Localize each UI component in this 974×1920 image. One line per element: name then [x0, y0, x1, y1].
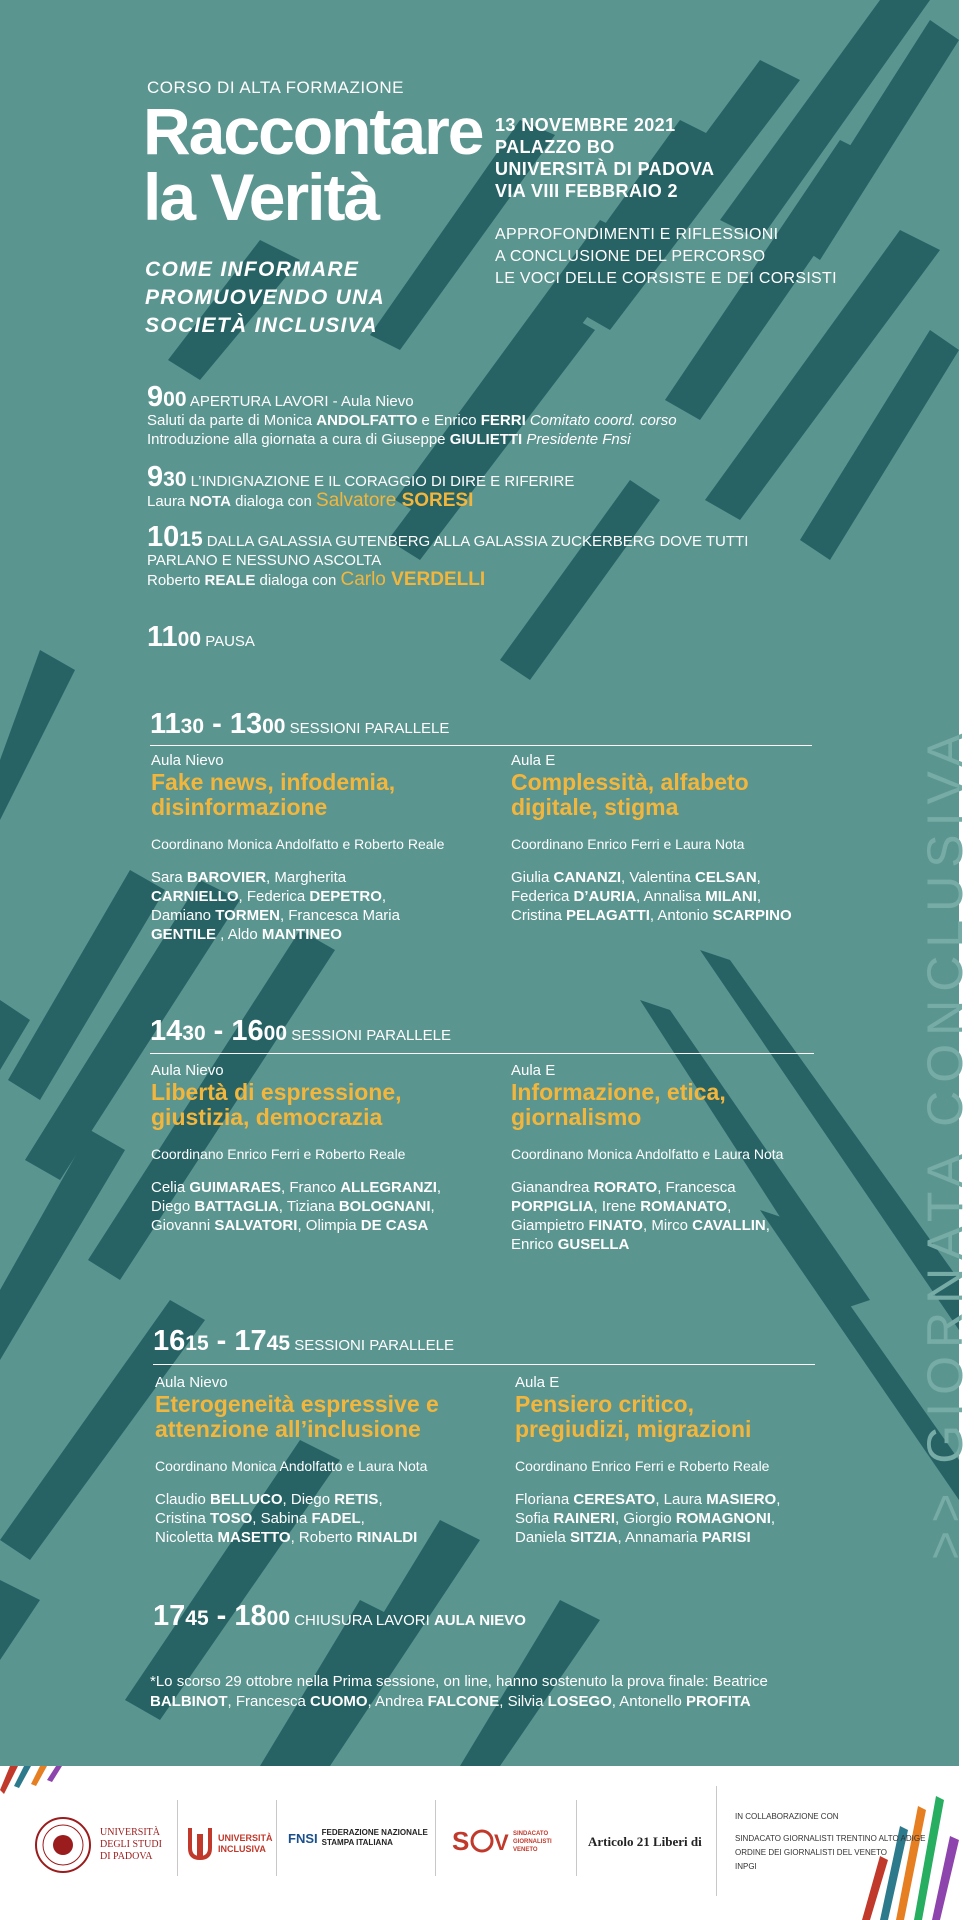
subtitle [145, 256, 385, 340]
ui-text: INCLUSIVA [218, 1844, 266, 1854]
session-title [151, 770, 491, 820]
n: Nicoletta [155, 1529, 218, 1546]
program-item-galassia [147, 521, 749, 590]
collab-item: ORDINE DEI GIORNALISTI DEL VENETO [735, 1848, 888, 1857]
n: , Tiziana [278, 1198, 339, 1215]
closing-line: 1745 - 1800 CHIUSURA LAVORI AULA NIEVO [153, 1600, 526, 1632]
text: dialoga con [230, 493, 317, 510]
logo-articolo21 [588, 1834, 702, 1850]
surname: GENTILE [151, 926, 217, 943]
surname: ALLEGRANZI [340, 1179, 437, 1196]
room: Aula Nievo [151, 752, 224, 769]
n: , Francesca Maria [279, 907, 400, 924]
text: Laura [147, 493, 190, 510]
surname: FADEL [311, 1510, 361, 1527]
surname: BAROVIER [186, 869, 267, 886]
guest-first: Carlo [340, 569, 392, 590]
collab-item: SINDACATO GIORNALISTI TRENTINO ALTO ADIGE [735, 1834, 926, 1843]
speaker: NOTA [189, 493, 231, 510]
n: , Antonello [611, 1693, 687, 1710]
participants [151, 868, 491, 944]
surname: DEPETRO [309, 888, 382, 905]
time-min: 00 [263, 1022, 288, 1045]
time-hour: 11 [147, 621, 178, 653]
title-line: disinformazione [151, 794, 328, 820]
title-line: pregiudizi, migrazioni [515, 1416, 752, 1442]
time-min: 00 [177, 628, 202, 651]
text: Introduzione alla giornata a cura di Giuseppe [147, 431, 450, 448]
n: , Sabina [252, 1510, 312, 1527]
surname: BOLOGNANI [338, 1198, 431, 1215]
surname: MANTINEO [261, 926, 342, 943]
divider [150, 745, 812, 746]
surname: RETIS [334, 1491, 379, 1508]
session-2-left [151, 1062, 491, 1235]
time-min: 45 [266, 1332, 291, 1355]
n: , Olimpia [297, 1217, 361, 1234]
speaker: REALE [204, 572, 256, 589]
surname: RORATO [593, 1179, 658, 1196]
time-hour: 10 [147, 521, 180, 553]
divider [435, 1800, 436, 1876]
n: , Valentina [621, 869, 695, 886]
side-label-giornata-conclusiva: >> GIORNATA CONCLUSIVA [917, 725, 973, 1560]
session-title [515, 1392, 855, 1442]
n: , Mirco [642, 1217, 693, 1234]
surname: PORPIGLIA [511, 1198, 594, 1215]
room: Aula E [515, 1374, 560, 1391]
title-line: digitale, stigma [511, 794, 679, 820]
unipd-text: DI PADOVA [100, 1851, 153, 1862]
item-title: PAUSA [205, 633, 255, 650]
time-hour: 9 [147, 381, 164, 413]
divider [716, 1786, 717, 1896]
divider [150, 1053, 814, 1054]
guest-first: Salvatore [316, 490, 402, 511]
session-header-3: 1615 - 1745 SESSIONI PARALLELE [153, 1325, 454, 1357]
title-line: Eterogeneità espressive e [155, 1391, 439, 1417]
session-title [511, 770, 851, 820]
surname: SALVATORI [214, 1217, 298, 1234]
n: , [776, 1491, 781, 1508]
participants [515, 1490, 855, 1547]
coordinators: Coordinano Monica Andolfatto e Laura Nota [511, 1146, 784, 1162]
title-line: Pensiero critico, [515, 1391, 694, 1417]
time-hour: 16 [153, 1325, 186, 1357]
surname: CUOMO [310, 1693, 368, 1710]
surname: CAVALLIN [692, 1217, 766, 1234]
main-title [143, 94, 483, 234]
session-label: SESSIONI PARALLELE [291, 1027, 451, 1044]
n: , [756, 869, 761, 886]
title-line: Libertà di espressione, [151, 1079, 402, 1105]
title-line: giustizia, democrazia [151, 1104, 383, 1130]
main-title-line1: Raccontare [143, 94, 483, 168]
item-title-cont: PARLANO E NESSUNO ASCOLTA [147, 552, 382, 569]
sgv-text: GIORNALISTI [513, 1839, 552, 1845]
time-hour: 11 [150, 708, 181, 740]
n: Sara [151, 869, 187, 886]
time-hour: 9 [147, 461, 164, 493]
session-2-right [511, 1062, 851, 1254]
n: , [770, 1510, 776, 1527]
sgv-logo-icon [450, 1822, 510, 1862]
collab-item: INPGI [735, 1862, 757, 1871]
room: Aula Nievo [151, 1062, 224, 1079]
surname: BELLUCO [210, 1491, 283, 1508]
text: e Enrico [417, 412, 481, 429]
n: , Roberto [290, 1529, 357, 1546]
room: Aula Nievo [155, 1374, 228, 1391]
n: Damiano [151, 907, 216, 924]
n: , Federica [238, 888, 310, 905]
surname: SITZIA [570, 1529, 618, 1546]
item-title: DALLA GALASSIA GUTENBERG ALLA GALASSIA ZUCKERBERG DOVE TUTTI [206, 533, 749, 550]
n: , Irene [593, 1198, 641, 1215]
participants [151, 1178, 491, 1235]
time-hour: 14 [150, 1015, 183, 1047]
guest-last: SORESI [401, 490, 474, 511]
title-line: Fake news, infodemia, [151, 769, 396, 795]
time-min: 30 [180, 715, 205, 738]
surname: CARNIELLO [151, 888, 239, 905]
n: , Andrea [367, 1693, 428, 1710]
coordinators: Coordinano Enrico Ferri e Laura Nota [511, 836, 745, 852]
participants [511, 1178, 851, 1254]
surname: DE CASA [360, 1217, 429, 1234]
time-min: 00 [163, 388, 187, 411]
surname: BATTAGLIA [194, 1198, 279, 1215]
program-item-indignazione [147, 461, 575, 511]
fnsi-mark: FNSI [288, 1830, 318, 1846]
event-venue: PALAZZO BO [495, 137, 615, 157]
n: , [430, 1198, 435, 1215]
time-hour: 17 [234, 1325, 267, 1357]
surname: BALBINOT [150, 1693, 228, 1710]
session-1-left [151, 752, 491, 944]
surname: PELAGATTI [566, 907, 650, 924]
surname: SCARPINO [712, 907, 792, 924]
n: Giulia [511, 869, 554, 886]
surname: PARISI [701, 1529, 751, 1546]
program-item-opening [147, 381, 677, 449]
session-title [155, 1392, 495, 1442]
fnsi-text: STAMPA ITALIANA [321, 1838, 393, 1847]
session-label: SESSIONI PARALLELE [289, 720, 450, 737]
surname: LOSEGO [547, 1693, 612, 1710]
footnote-line1: *Lo scorso 29 ottobre nella Prima sessione, on line, hanno sostenuto la prova finale: Beatrice [150, 1673, 768, 1690]
footnote [150, 1672, 768, 1712]
ui-text: UNIVERSITÀ [218, 1833, 273, 1843]
main-title-line2: la Verità [143, 160, 379, 234]
n: , [756, 888, 762, 905]
closing-label: CHIUSURA LAVORI [294, 1612, 434, 1629]
surname: MILANI [705, 888, 757, 905]
title-line: attenzione all’inclusione [155, 1416, 421, 1442]
guest-last: VERDELLI [391, 569, 486, 590]
time-min: 45 [185, 1607, 209, 1630]
surname: FINATO [588, 1217, 643, 1234]
surname: MASIERO [706, 1491, 777, 1508]
time-hour: 18 [234, 1600, 267, 1632]
session-3-left [155, 1374, 495, 1547]
participants [155, 1490, 495, 1547]
n: , Giorgio [615, 1510, 676, 1527]
course-kicker: CORSO DI ALTA FORMAZIONE [147, 78, 404, 97]
surname: RINALDI [356, 1529, 418, 1546]
n: Celia [151, 1179, 190, 1196]
program-item-pausa [147, 621, 255, 653]
item-title: L’INDIGNAZIONE E IL CORAGGIO DI DIRE E RIFERIRE [190, 473, 575, 490]
time-hour: 16 [231, 1015, 264, 1047]
surname: CELSAN [694, 869, 757, 886]
event-about [495, 224, 837, 290]
text: Roberto [147, 572, 205, 589]
logo-universita-inclusiva [186, 1824, 273, 1864]
n: Diego [151, 1198, 195, 1215]
coordinators: Coordinano Enrico Ferri e Roberto Reale [151, 1146, 406, 1162]
surname: CANANZI [553, 869, 622, 886]
unipd-text: UNIVERSITÀ [100, 1827, 160, 1838]
session-title [151, 1080, 491, 1130]
speaker: GIULIETTI [449, 431, 523, 448]
session-3-right [515, 1374, 855, 1547]
n: Giampietro [511, 1217, 589, 1234]
surname: D’AURIA [573, 888, 637, 905]
n: , Laura [655, 1491, 707, 1508]
item-title: APERTURA LAVORI - Aula Nievo [189, 393, 414, 410]
ui-logo-icon [186, 1824, 214, 1864]
sgv-text: VENETO [513, 1847, 538, 1853]
role: Comitato coord. corso [525, 412, 677, 429]
n: , [727, 1198, 732, 1215]
session-label: SESSIONI PARALLELE [294, 1337, 454, 1354]
logo-unipd [34, 1816, 162, 1874]
n: Cristina [155, 1510, 211, 1527]
subtitle-line3: SOCIETÀ INCLUSIVA [145, 314, 378, 337]
n: , Francesca [657, 1179, 736, 1196]
surname: GUSELLA [557, 1236, 630, 1253]
unipd-seal-icon [34, 1816, 92, 1874]
footer-logos [0, 1766, 959, 1920]
collaboration-block [735, 1810, 925, 1874]
event-address: VIA VIII FEBBRAIO 2 [495, 181, 678, 201]
unipd-text: DEGLI STUDI [100, 1839, 162, 1850]
n: Daniela [515, 1529, 571, 1546]
divider [177, 1800, 178, 1876]
speaker: FERRI [480, 412, 526, 429]
n: , Annalisa [636, 888, 706, 905]
logo-fnsi [288, 1828, 428, 1848]
surname: ROMANATO [640, 1198, 728, 1215]
surname: TORMEN [215, 907, 280, 924]
n: , Diego [282, 1491, 335, 1508]
surname: ROMAGNONI [675, 1510, 771, 1527]
surname: TOSO [210, 1510, 253, 1527]
collab-heading: IN COLLABORAZIONE CON [735, 1812, 839, 1821]
n: , Antonio [649, 907, 713, 924]
surname: RAINERI [553, 1510, 616, 1527]
text: Saluti da parte di Monica [147, 412, 317, 429]
session-header-1: 1130 - 1300 SESSIONI PARALLELE [150, 708, 450, 740]
divider [276, 1800, 277, 1876]
n: , Silvia [499, 1693, 548, 1710]
coordinators: Coordinano Enrico Ferri e Roberto Reale [515, 1458, 770, 1474]
n: , [436, 1179, 442, 1196]
time-hour: 13 [229, 708, 263, 740]
n: Claudio [155, 1491, 211, 1508]
about-line2: A CONCLUSIONE DEL PERCORSO [495, 248, 766, 265]
n: , [360, 1510, 365, 1527]
about-line3: LE VOCI DELLE CORSISTE E DEI CORSISTI [495, 270, 837, 287]
title-line: Complessità, alfabeto [511, 769, 749, 795]
n: Enrico [511, 1236, 558, 1253]
title-line: giornalismo [511, 1104, 642, 1130]
title-line: Informazione, etica, [511, 1079, 726, 1105]
n: , Aldo [216, 926, 262, 943]
art21-text: Articolo 21 Liberi di [588, 1834, 702, 1849]
n: , Annamaria [617, 1529, 702, 1546]
surname: CERESATO [573, 1491, 656, 1508]
n: , Franco [281, 1179, 341, 1196]
event-university: UNIVERSITÀ DI PADOVA [495, 159, 715, 179]
n: , [381, 888, 387, 905]
participants [511, 868, 851, 925]
time-min: 00 [262, 715, 286, 738]
surname: MASETTO [217, 1529, 291, 1546]
session-1-right [511, 752, 851, 925]
speaker: ANDOLFATTO [316, 412, 418, 429]
n: Giovanni [151, 1217, 215, 1234]
event-info [495, 114, 714, 202]
n: , Francesca [227, 1693, 311, 1710]
n: Federica [511, 888, 574, 905]
time-min: 00 [266, 1607, 291, 1630]
fnsi-text: FEDERAZIONE NAZIONALE [321, 1828, 428, 1837]
room: Aula E [511, 752, 556, 769]
surname: FALCONE [427, 1693, 500, 1710]
n: Floriana [515, 1491, 574, 1508]
time-min: 15 [179, 528, 203, 551]
coordinators: Coordinano Monica Andolfatto e Roberto Reale [151, 836, 445, 852]
divider [153, 1364, 815, 1365]
n: , [378, 1491, 383, 1508]
logo-sgv [450, 1822, 552, 1862]
n: Sofia [515, 1510, 554, 1527]
surname: GUIMARAES [189, 1179, 282, 1196]
subtitle-line2: PROMUOVENDO UNA [145, 286, 386, 309]
about-line1: APPROFONDIMENTI E RIFLESSIONI [495, 226, 779, 243]
sgv-text: SINDACATO [513, 1831, 549, 1837]
text: dialoga con [255, 572, 341, 589]
closing-room: AULA NIEVO [433, 1612, 526, 1629]
session-title [511, 1080, 851, 1130]
surname: PROFITA [686, 1693, 751, 1710]
n: Gianandrea [511, 1179, 594, 1196]
n: Cristina [511, 907, 567, 924]
role: Presidente Fnsi [522, 431, 631, 448]
n: , Margherita [266, 869, 347, 886]
divider [576, 1800, 577, 1876]
subtitle-line1: COME INFORMARE [145, 258, 360, 281]
session-header-2: 1430 - 1600 SESSIONI PARALLELE [150, 1015, 451, 1047]
time-hour: 17 [153, 1600, 186, 1632]
n: , [765, 1217, 770, 1234]
svg-text:S: S [452, 1826, 470, 1856]
event-date: 13 NOVEMBRE 2021 [495, 115, 676, 135]
svg-text:V: V [494, 1830, 509, 1855]
time-min: 30 [182, 1022, 206, 1045]
time-min: 15 [185, 1332, 209, 1355]
coordinators: Coordinano Monica Andolfatto e Laura Nota [155, 1458, 428, 1474]
time-min: 30 [163, 468, 187, 491]
room: Aula E [511, 1062, 556, 1079]
